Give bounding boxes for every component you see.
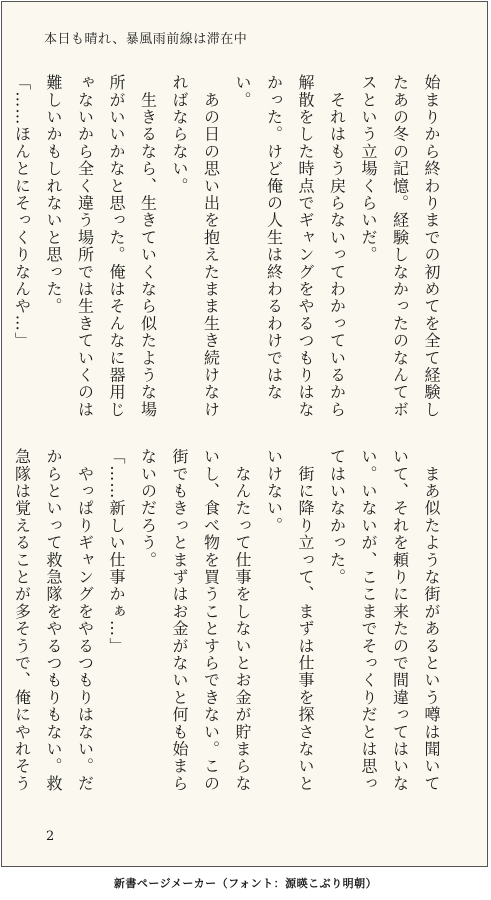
paragraph: それはもう戻らないってわかっているから解散をした時点でギャングをやるつもりはなかった。けど俺の人生は終わるわけではない。 [233,74,347,418]
paragraph: 始まりから終わりまでの初めてを全て経験したあの冬の記憶。経験しなかったのなんてボスという立場くらいだ。 [359,74,441,418]
paragraph [2,74,6,429]
paragraph: 生きるなら、生きていくなら似たような場所がいいかなと思った。俺はそんなに器用じゃないから全く違う場所では生きていくのは難しいかもしれないと思った。 [44,74,158,418]
paragraph: まあ似たような街があるという噂は聞いていて、それを頼りに来たので間違ってはいない。いないが、ここまでそっくりだとは思ってはいなかった。 [327,448,441,792]
paragraph: なんたって仕事をしないとお金が貯まらないし、食べ物を買うことすらできない。この街でもきっとまずはお金がないと何も始まらないのだろう。 [138,448,252,792]
lower-text-column [2,448,487,808]
running-head: 本日も晴れ、暴風雨前線は滞在中 [44,32,248,47]
dialogue-line: 「……ほんとにそっくりなんや…」 [12,74,32,350]
upper-text-column [2,74,487,429]
dialogue-line: 「……新しい仕事かぁ…」 [107,448,126,655]
paragraph: あの日の思い出を抱えたまま生き続けなければならない。 [170,74,221,418]
book-page [1,1,488,867]
paragraph: やっぱりギャングをやるつもりはない。だからといって救急隊をやるつもりもない。救急隊は覚えることが多そうで、俺にやれそう [12,448,95,792]
generator-credit: 新書ページメーカー（フォント：源暎こぶり明朝） [113,877,378,890]
paragraph: 街に降り立って、まずは仕事を探さないといけない。 [264,448,315,792]
page-number: 2 [46,829,55,844]
